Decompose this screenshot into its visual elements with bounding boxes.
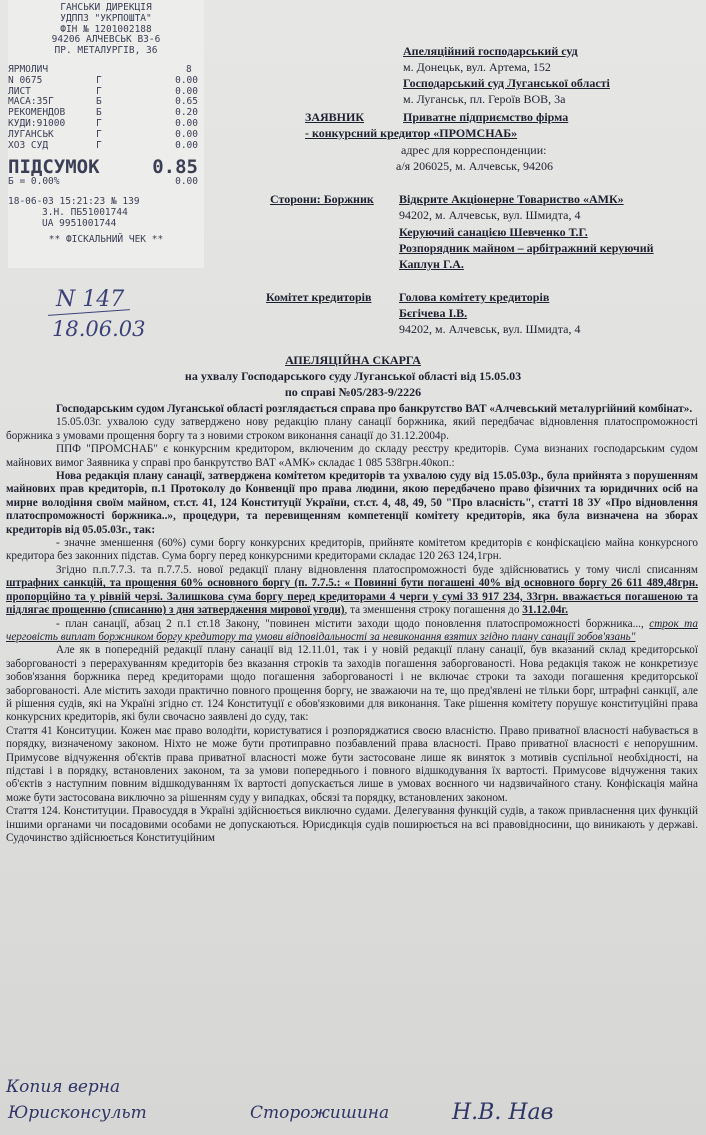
receipt-item-name: РЕКОМЕНДОВ (8, 107, 66, 119)
receipt-line: 94206 АЛЧЕВСЬК В3-6 (51, 34, 161, 46)
paragraph: - значне зменшення (60%) суми боргу конкурсних кредиторів, прийняте комітетом кредиторів є конфіскацією майна конкурсного кредитора без законних підстав. Сума боргу перед конкурсними кредиторами складає 120 263 124,1грн. (6, 537, 698, 563)
receipt-line: УДППЗ "УКРПОШТА" (60, 12, 152, 24)
receipt-item-sum: 0.00 (175, 117, 198, 129)
receipt-item-code: Б (96, 96, 102, 108)
receipt-item-name: ЛУГАНСЬК (8, 128, 54, 140)
signature-title: Юрисконсульт (8, 1103, 147, 1123)
receipt-item-name: МАСА:35Г (8, 96, 54, 108)
receipt-item-code: Г (96, 128, 102, 140)
receipt-item-sum: 0.00 (175, 139, 198, 151)
signature-mark: Н.В. Нав (452, 1100, 554, 1125)
court-appeal-name: Апеляційний господарський суд (403, 44, 578, 58)
receipt-item-sum: 0.20 (175, 107, 198, 119)
receipt-datetime: 18-06-03 15:21:23 № 139 (8, 196, 140, 208)
receipt-item-sum: 0.00 (175, 128, 198, 140)
document-body (6, 403, 698, 845)
handwritten-date: 18.06.03 (52, 317, 146, 341)
committee-head-name: Бєгічева І.В. (399, 306, 468, 320)
paragraph: Господарським судом Луганської області розглядається справа про банкрутство ВАТ «Алчевський металургійний комбінат». (56, 403, 693, 415)
receipt-item-row (8, 130, 204, 141)
paragraph: Стаття 124. Конституции. Правосуддя в Україні здійснюється виключно судами. Делегування функцій судів, а також привласнення цих функцій іншими органами чи посадовими особами не допускаються. Юрисдикція судів поширюється на всі правовідносини, що виникають у державі. Судочинство здійснюється Конституційним (6, 805, 698, 844)
paragraph: Стаття 41 Конситуции. Кожен має право володіти, користуватися і розпоряджатися своєю власністю. Право приватної власності набувається в порядку, визначеному законом. Ніхто не може бути протиправно позбавлений права власності. Право приватної власності є непорушним. Примусове відчуження об'єктів права приватної власності може бути застосоване лише як виняток з мотивів суспільної необхідності, на підставі і в порядку, встановлених законом, та за умови попереднього і повного відшкодування їх вартості. Примусове відчуження таких об'єктів з наступним повним відшкодуванням їх вартості допускається лише в умовах воєнного чи надзвичайного стану. Конфіскація майна може бути застосована виключно за рішенням суду у випадках, обсязі та порядку, встановлених законом. (6, 724, 698, 804)
receipt-total-row (8, 157, 204, 177)
receipt-zn: З.Н. ПБ51001744 (42, 206, 128, 218)
receipt-operator-num: 8 (186, 63, 192, 75)
court-local-address: м. Луганськ, пл. Героїв ВОВ, 3а (403, 92, 566, 106)
receipt-item-sum: 0.00 (175, 74, 198, 86)
applicant-address: а/я 206025, м. Алчевськ, 94206 (396, 159, 554, 173)
receipt-ua: UA 9951001744 (42, 217, 117, 229)
parties-label: Сторони: Боржник (270, 192, 374, 206)
receipt-total-label: ПІДСУМОК (8, 156, 100, 179)
fiscal-receipt (8, 0, 204, 268)
receipt-item-sum: 0.65 (175, 96, 198, 108)
receipt-item-row (8, 141, 204, 152)
committee-address: 94202, м. Алчевськ, вул. Шмидта, 4 (399, 322, 581, 336)
committee-label: Комітет кредиторів (266, 290, 372, 304)
receipt-total-value: 0.85 (152, 156, 198, 179)
paragraph (6, 618, 698, 645)
receipt-line: ПР. МЕТАЛУРГІВ, 36 (54, 45, 158, 57)
receipt-item-code: Г (96, 74, 102, 86)
applicant-role: - конкурсний кредитор «ПРОМСНАБ» (305, 126, 518, 140)
applicant-name: Приватне підприємство фірма (403, 110, 569, 124)
quoted-clause: строк та черговість виплат боржником боргу кредитору та умови відповідальності за невиконання взятих згідно плану санації зобов'язань" (6, 617, 698, 643)
paragraph: Але як в попередній редакції плану санації від 12.11.01, так і у новій редакції плану санації, був вказаний склад кредиторської заборгованості з перерахуванням кредиторів без вказання строків та заходів погашення заборгованості. Нова редакція також не конкретизує зобов'язання боржника перед кредиторами щодо погашення заборгованості і не включає строки та заходи погашення кредиторської заборгованості. Але містить заходи практично повного прощення боргу, не зважаючи на те, що пред'явлені не тільки борг, штрафні санкції, але й рішення судів, які на Україні згідно ст. 124 Конституції є обов'язковими для виконання. Таке рішення комітету порушує конституційні права конкурсних кредиторів, які були свочасно заявлені до суду, так: (6, 644, 698, 724)
receipt-item-sum: 0.00 (175, 85, 198, 97)
receipt-item-name: КУДИ:91000 (8, 117, 66, 129)
paragraph: 15.05.03г. ухвалою суду затверджено нову редакцію плану санації боржника, який передбачає відновлення платоспроможності боржника з умовами прощення боргу та з новими строком виконання санації до 31.12.2004р. (6, 416, 698, 442)
case-number: по справі №05/283-9/2226 (284, 385, 422, 399)
receipt-item-code: Г (96, 85, 102, 97)
paragraph-text: Згідно п.п.7.7.3. та п.7.7.5. нової редакції плану відновлення платоспроможності буде здійснюватись у тому числі списанням (56, 563, 698, 576)
paragraph (6, 564, 698, 618)
receipt-item-name: ХОЗ СУД (8, 139, 49, 151)
highlighted-date: 31.12.04г. (522, 604, 569, 617)
receipt-item-code: Г (96, 117, 102, 129)
document-subtitle: на ухвалу Господарського суду Луганської області від 15.05.03 (184, 369, 522, 383)
receipt-item-name: N 0675 (8, 74, 43, 86)
property-manager-name: Каплун Г.А. (399, 257, 464, 271)
paragraph-text: , та зменшення строку погашення до (344, 604, 523, 617)
court-appeal-address: м. Донецьк, вул. Артема, 152 (403, 60, 551, 74)
applicant-label: ЗАЯВНИК (305, 110, 365, 124)
debtor-name: Відкрите Акціонерне Товариство «АМК» (399, 192, 624, 206)
receipt-operator: ЯРМОЛИЧ (8, 63, 49, 75)
receipt-footer: ** ФІСКАЛЬНИЙ ЧЕК ** (48, 233, 164, 245)
receipt-item-row (8, 76, 204, 87)
court-local-name: Господарський суд Луганської області (403, 76, 610, 90)
receipt-line: ФІН № 1201002188 (60, 23, 152, 35)
sanation-manager: Керуючий санацією Шевченко Т.Г. (399, 225, 588, 239)
signature-name: Сторожишина (250, 1103, 390, 1123)
document-title: АПЕЛЯЦІЙНА СКАРГА (285, 353, 421, 367)
paragraph: Нова редакція плану санації, затверджена комітетом кредиторів та ухвалою суду від 15.05.03р., була прийнята з порушенням майнових прав кредиторів, п.1 Протоколу до Конвенції про права людини, якою передбачено право фізичних та юридичних осіб на мирне володіння своїм майном, ст.ст. 41, 124 Конституції України, ст.ст. 4, 48, 49, 50 "Про власність", статті 18 ЗУ «Про відновлення платоспроможності боржника..», процедури, та перевищенням компетенції комітету кредиторів, яка була визначена на зборах кредиторів від 05.05.03г., так: (6, 470, 698, 536)
receipt-vat-row (8, 177, 204, 188)
receipt-line: ГАНСЬКИ ДИРЕКЦІЯ (60, 2, 152, 13)
receipt-vat-value: 0.00 (175, 176, 198, 188)
paragraph-text: - план санації, абзац 2 п.1 ст.18 Закону, "повинен містити заходи щодо поновлення платоспроможності боржника..., (56, 617, 650, 630)
receipt-vat-label: Б = 0.00% (8, 176, 60, 188)
property-manager: Розпорядник майном – арбітражний керуючий (399, 241, 654, 255)
committee-head: Голова комітету кредиторів (399, 290, 550, 304)
debtor-address: 94202, м. Алчевськ, вул. Шмидта, 4 (399, 208, 581, 222)
receipt-item-code: Б (96, 107, 102, 119)
applicant-address-label: адрес для корреспонденции: (401, 143, 547, 157)
paragraph: ППФ "ПРОМСНАБ" є конкурсним кредитором, включеним до складу реєстру кредиторів. Сума визнаних господарським судом майнових вимог Заявника у справі про банкрутство ВАТ «АМК» складає 1 085 538грн.40коп.: (6, 443, 698, 469)
handwritten-number: N 147 (56, 287, 125, 312)
receipt-item-name: ЛИСТ (8, 85, 31, 97)
receipt-item-code: Г (96, 139, 102, 151)
highlighted-clause: штрафних санкцій, та прощення 60% основного боргу (п. 7.7.5.: « Повинні бути погашені 40% від основного боргу 26 611 489,48грн. пропорційно та у рівній черзі. Залишкова сума боргу перед кредиторами 4 черги у сумі 33 917 234, 33грн. вважається погашеною та підлягає прощенню (списанню) з дня затвердження мирової угоди) (6, 577, 698, 617)
signature-certified: Копия верна (6, 1077, 121, 1097)
